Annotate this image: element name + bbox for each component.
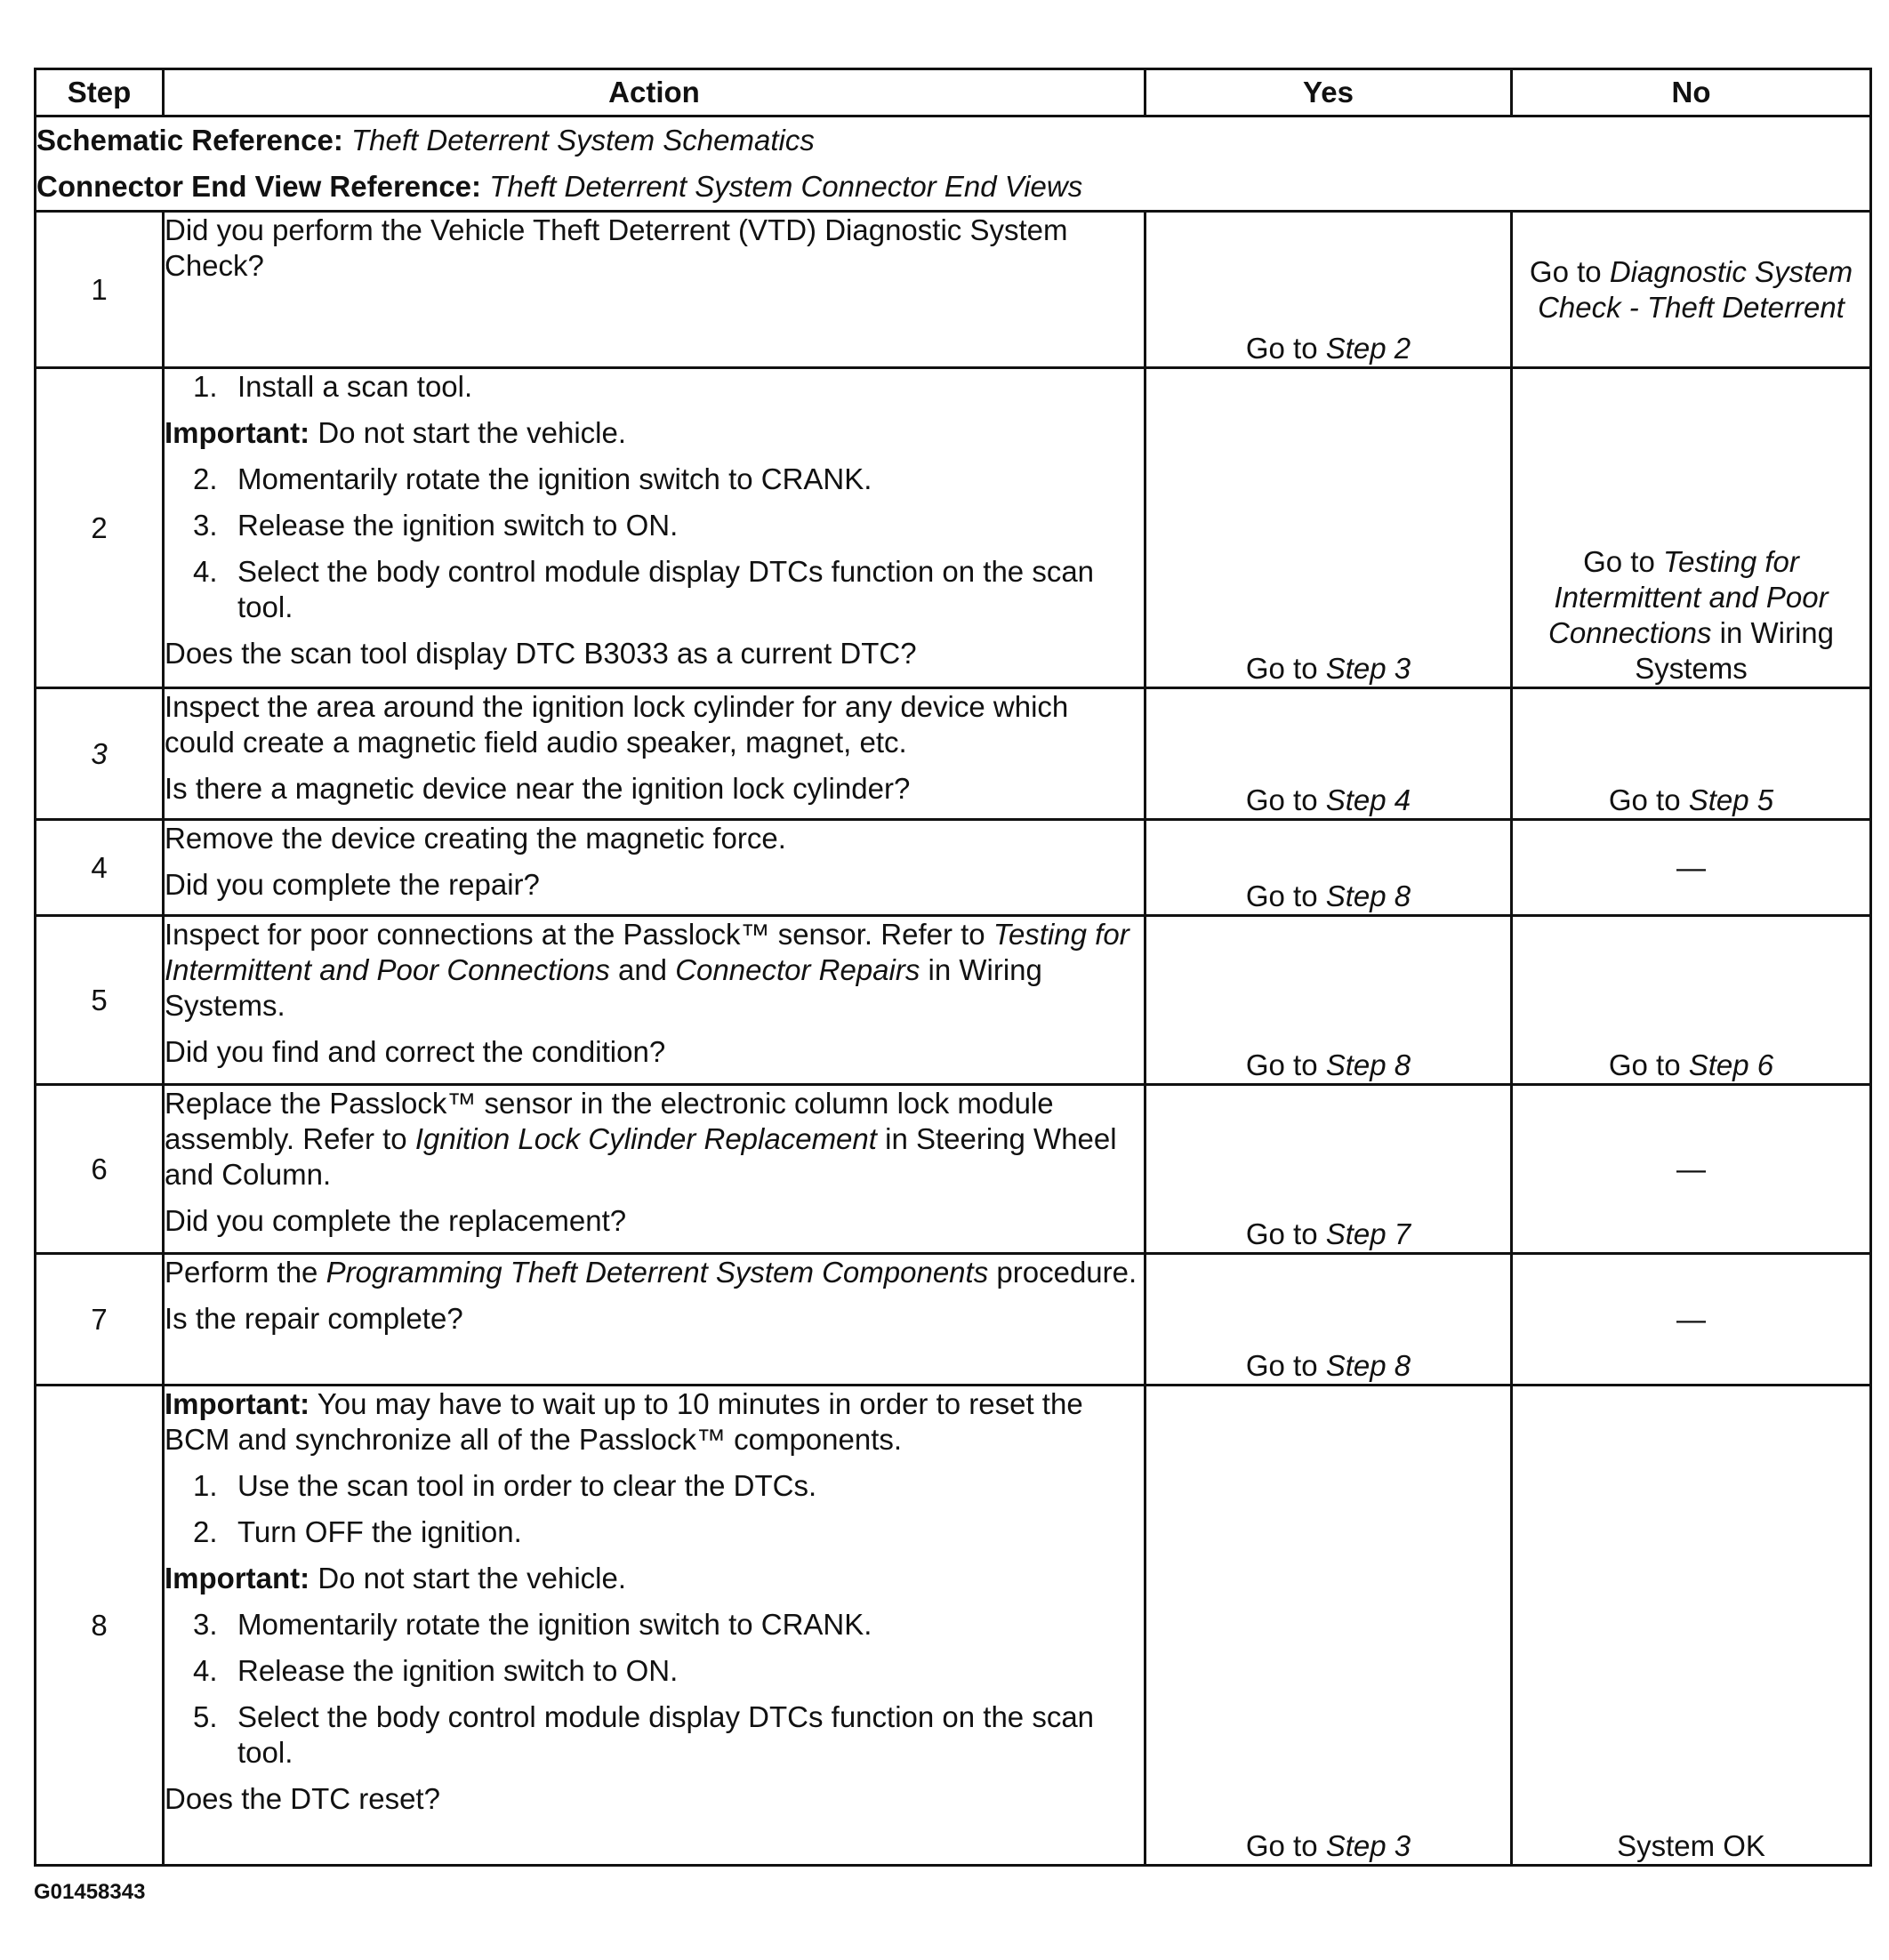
action-question: Is there a magnetic device near the ignition lock cylinder? (165, 772, 911, 805)
table-row (36, 1085, 1871, 1254)
no-result: System OK (1617, 1829, 1765, 1862)
action-list (165, 1468, 1144, 1550)
yes-step-link: Step 3 (1325, 652, 1411, 685)
yes-cell (1145, 1386, 1512, 1866)
list-item: 2. Momentarily rotate the ignition switch to CRANK. (193, 462, 872, 495)
no-dash: — (1676, 1152, 1706, 1185)
reference-link: Connector Repairs (675, 953, 920, 986)
table-row (36, 916, 1871, 1085)
list-item: 2. Turn OFF the ignition. (193, 1515, 522, 1548)
no-step-link: Step 6 (1688, 1048, 1774, 1081)
list-item: 4. Select the body control module display DTCs function on the scan tool. (193, 555, 1095, 623)
action-list (165, 1607, 1144, 1771)
goto-text: Go to (1245, 1829, 1318, 1862)
header-row (36, 69, 1871, 116)
action-cell (164, 212, 1145, 368)
yes-step-link: Step 7 (1325, 1217, 1411, 1250)
list-item: 1. Use the scan tool in order to clear the DTCs. (193, 1469, 817, 1502)
yes-cell (1145, 1254, 1512, 1386)
table-row (36, 688, 1871, 820)
no-dash: — (1676, 1302, 1706, 1336)
goto-text: Go to (1245, 1217, 1318, 1250)
table-row (36, 1386, 1871, 1866)
diagnostic-table (34, 68, 1872, 1867)
yes-step-link: Step 3 (1325, 1829, 1411, 1862)
reference-link: Ignition Lock Cylinder Replacement (414, 1122, 877, 1155)
yes-cell (1145, 688, 1512, 820)
action-question: Did you perform the Vehicle Theft Deterrent (VTD) Diagnostic System Check? (165, 213, 1068, 282)
goto-text: Go to (1245, 1048, 1318, 1081)
header-step: Step (36, 69, 164, 116)
yes-step-link: Step 8 (1325, 880, 1411, 912)
no-cell (1512, 688, 1871, 820)
step-number: 1 (36, 212, 164, 368)
table-row (36, 212, 1871, 368)
important-label: Important: (165, 1562, 310, 1595)
important-text: You may have to wait up to 10 minutes in order to reset the BCM and synchronize all of the Passlock™ components. (165, 1387, 1083, 1456)
action-cell (164, 916, 1145, 1085)
important-note (165, 1386, 1144, 1458)
no-cell (1512, 1386, 1871, 1866)
reference-link: Programming Theft Deterrent System Components (326, 1256, 989, 1289)
important-note (165, 415, 1144, 451)
no-cell (1512, 1085, 1871, 1254)
action-cell (164, 820, 1145, 916)
schematic-reference (36, 117, 1869, 164)
goto-text: Go to (1245, 880, 1318, 912)
yes-step-link: Step 4 (1325, 783, 1411, 816)
step-number: 2 (36, 368, 164, 688)
important-label: Important: (165, 1387, 310, 1420)
no-cell (1512, 820, 1871, 916)
schematic-reference-value: Theft Deterrent System Schematics (351, 124, 815, 157)
goto-text: Go to (1608, 1048, 1681, 1081)
yes-cell (1145, 820, 1512, 916)
table-row (36, 1254, 1871, 1386)
yes-cell (1145, 1085, 1512, 1254)
connector-reference-label: Connector End View Reference: (36, 170, 482, 203)
no-reference: Testing for Intermittent and Poor Connections (1548, 545, 1829, 649)
step-number: 3 (36, 688, 164, 820)
action-text: Replace the Passlock™ sensor in the electronic column lock module assembly. Refer to Ignition Lock Cylinder Replacement in Steering Wheel and Column. (165, 1087, 1117, 1191)
action-question: Did you find and correct the condition? (165, 1035, 666, 1068)
no-cell (1512, 212, 1871, 368)
yes-cell (1145, 916, 1512, 1085)
step-number: 7 (36, 1254, 164, 1386)
yes-cell (1145, 368, 1512, 688)
list-item: 5. Select the body control module display DTCs function on the scan tool. (193, 1700, 1095, 1769)
figure-id: G01458343 (34, 1880, 146, 1904)
header-no: No (1512, 69, 1871, 116)
action-list (165, 369, 1144, 405)
goto-text: Go to (1529, 254, 1602, 288)
list-item: 4. Release the ignition switch to ON. (193, 1654, 679, 1687)
step-number: 8 (36, 1386, 164, 1866)
action-question: Does the DTC reset? (165, 1782, 440, 1815)
action-cell (164, 1085, 1145, 1254)
important-text: Do not start the vehicle. (318, 416, 627, 449)
list-item: 3. Momentarily rotate the ignition switch to CRANK. (193, 1608, 872, 1641)
goto-text: Go to (1245, 332, 1318, 365)
action-text: Inspect for poor connections at the Passlock™ sensor. Refer to Testing for Intermittent and Poor Connections and Connector Repairs in Wiring Systems. (165, 918, 1129, 1022)
step-number: 6 (36, 1085, 164, 1254)
no-cell (1512, 1254, 1871, 1386)
action-question: Did you complete the replacement? (165, 1204, 627, 1237)
header-action: Action (164, 69, 1145, 116)
action-text: Inspect the area around the ignition lock cylinder for any device which could create a magnetic field audio speaker, magnet, etc. (165, 690, 1069, 759)
reference-link: Testing for Intermittent and Poor Connections (165, 918, 1129, 986)
table-row (36, 368, 1871, 688)
list-item: 1. Install a scan tool. (193, 370, 473, 403)
connector-reference (36, 164, 1869, 210)
important-note (165, 1561, 1144, 1596)
list-item: 3. Release the ignition switch to ON. (193, 509, 679, 542)
no-step-link: Step 5 (1688, 783, 1774, 816)
yes-step-link: Step 2 (1325, 332, 1411, 365)
action-text: Perform the Programming Theft Deterrent System Components procedure. (165, 1256, 1137, 1289)
no-reference: Diagnostic System Check - Theft Deterrent (1538, 254, 1853, 324)
goto-text: Go to (1608, 783, 1681, 816)
important-text: Do not start the vehicle. (318, 1562, 627, 1595)
goto-text: Go to (1245, 652, 1318, 685)
action-cell (164, 1254, 1145, 1386)
no-dash: — (1676, 850, 1706, 884)
goto-text: Go to (1245, 1349, 1318, 1382)
header-yes: Yes (1145, 69, 1512, 116)
action-question: Is the repair complete? (165, 1302, 463, 1335)
action-question: Does the scan tool display DTC B3033 as a current DTC? (165, 637, 917, 670)
action-cell (164, 368, 1145, 688)
yes-step-link: Step 8 (1325, 1349, 1411, 1382)
action-cell (164, 1386, 1145, 1866)
goto-text: Go to (1583, 545, 1655, 578)
goto-text: Go to (1245, 783, 1318, 816)
references-row (36, 116, 1871, 212)
references-cell (36, 116, 1871, 212)
action-text: Remove the device creating the magnetic force. (165, 822, 786, 855)
action-question: Did you complete the repair? (165, 868, 540, 901)
table-row (36, 820, 1871, 916)
yes-cell (1145, 212, 1512, 368)
important-label: Important: (165, 416, 310, 449)
yes-step-link: Step 8 (1325, 1048, 1411, 1081)
action-list (165, 462, 1144, 625)
step-number: 5 (36, 916, 164, 1085)
no-cell (1512, 916, 1871, 1085)
no-reference-suffix: in Wiring Systems (1635, 616, 1834, 685)
action-cell (164, 688, 1145, 820)
no-cell (1512, 368, 1871, 688)
step-number: 4 (36, 820, 164, 916)
connector-reference-value: Theft Deterrent System Connector End Views (489, 170, 1083, 203)
schematic-reference-label: Schematic Reference: (36, 124, 343, 157)
